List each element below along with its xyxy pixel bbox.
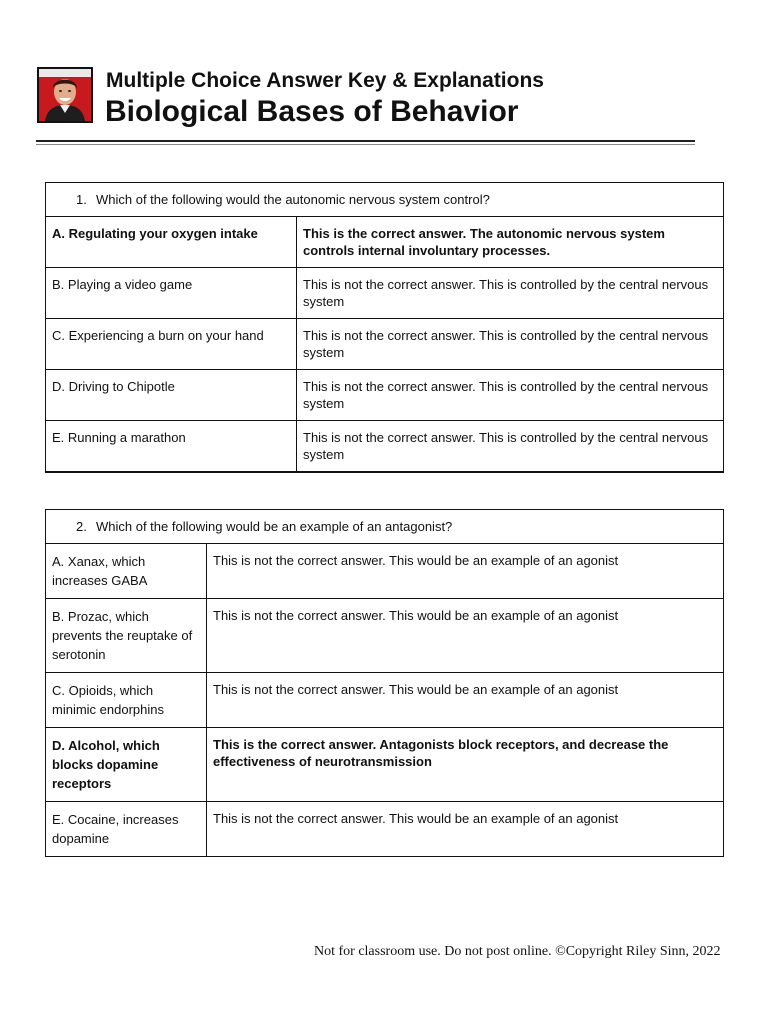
question-text: Which of the following would be an example of an antagonist? (96, 519, 453, 534)
answer-row (46, 673, 724, 728)
question-number: 1. (76, 192, 87, 207)
copyright-footer: Not for classroom use. Do not post online. ©Copyright Riley Sinn, 2022 (314, 944, 721, 959)
answer-row (46, 599, 724, 673)
answer-choice: B. Playing a video game (46, 268, 297, 319)
answer-explanation: This is not the correct answer. This would be an example of an agonist (207, 802, 724, 857)
header-divider (36, 140, 695, 142)
answer-choice: A. Xanax, which increases GABA (46, 544, 207, 599)
page-subtitle: Multiple Choice Answer Key & Explanations (106, 69, 544, 92)
answer-choice: E. Cocaine, increases dopamine (46, 802, 207, 857)
answer-row (46, 728, 724, 802)
answer-row (46, 319, 724, 370)
answer-choice: C. Experiencing a burn on your hand (46, 319, 297, 370)
question-number: 2. (76, 519, 87, 534)
answer-choice: B. Prozac, which prevents the reuptake of serotonin (46, 599, 207, 673)
question-2-table (45, 509, 724, 857)
question-2-cell (46, 510, 724, 544)
answer-explanation: This is the correct answer. Antagonists block receptors, and decrease the effectiveness of neurotransmission (207, 728, 724, 802)
question-text: Which of the following would the autonomic nervous system control? (96, 192, 490, 207)
answer-row (46, 217, 724, 268)
answer-explanation: This is not the correct answer. This would be an example of an agonist (207, 673, 724, 728)
answer-explanation: This is not the correct answer. This would be an example of an agonist (207, 544, 724, 599)
question-1-cell (46, 183, 724, 217)
answer-row (46, 370, 724, 421)
answer-explanation: This is not the correct answer. This is controlled by the central nervous system (297, 421, 724, 473)
answer-explanation: This is not the correct answer. This would be an example of an agonist (207, 599, 724, 673)
author-logo (37, 67, 93, 123)
author-portrait-icon (39, 69, 91, 121)
answer-choice: D. Driving to Chipotle (46, 370, 297, 421)
answer-explanation: This is not the correct answer. This is controlled by the central nervous system (297, 319, 724, 370)
answer-explanation: This is the correct answer. The autonomic nervous system controls internal involuntary processes. (297, 217, 724, 268)
answer-choice: E. Running a marathon (46, 421, 297, 473)
answer-row (46, 421, 724, 473)
answer-row (46, 268, 724, 319)
answer-choice: C. Opioids, which minimic endorphins (46, 673, 207, 728)
answer-explanation: This is not the correct answer. This is controlled by the central nervous system (297, 370, 724, 421)
answer-choice: D. Alcohol, which blocks dopamine receptors (46, 728, 207, 802)
answer-choice: A. Regulating your oxygen intake (46, 217, 297, 268)
header-divider-thin (36, 144, 695, 145)
page-title: Biological Bases of Behavior (105, 95, 519, 128)
question-row (46, 510, 724, 544)
answer-row (46, 802, 724, 857)
question-1-table (45, 182, 724, 473)
answer-explanation: This is not the correct answer. This is controlled by the central nervous system (297, 268, 724, 319)
question-row (46, 183, 724, 217)
answer-row (46, 544, 724, 599)
